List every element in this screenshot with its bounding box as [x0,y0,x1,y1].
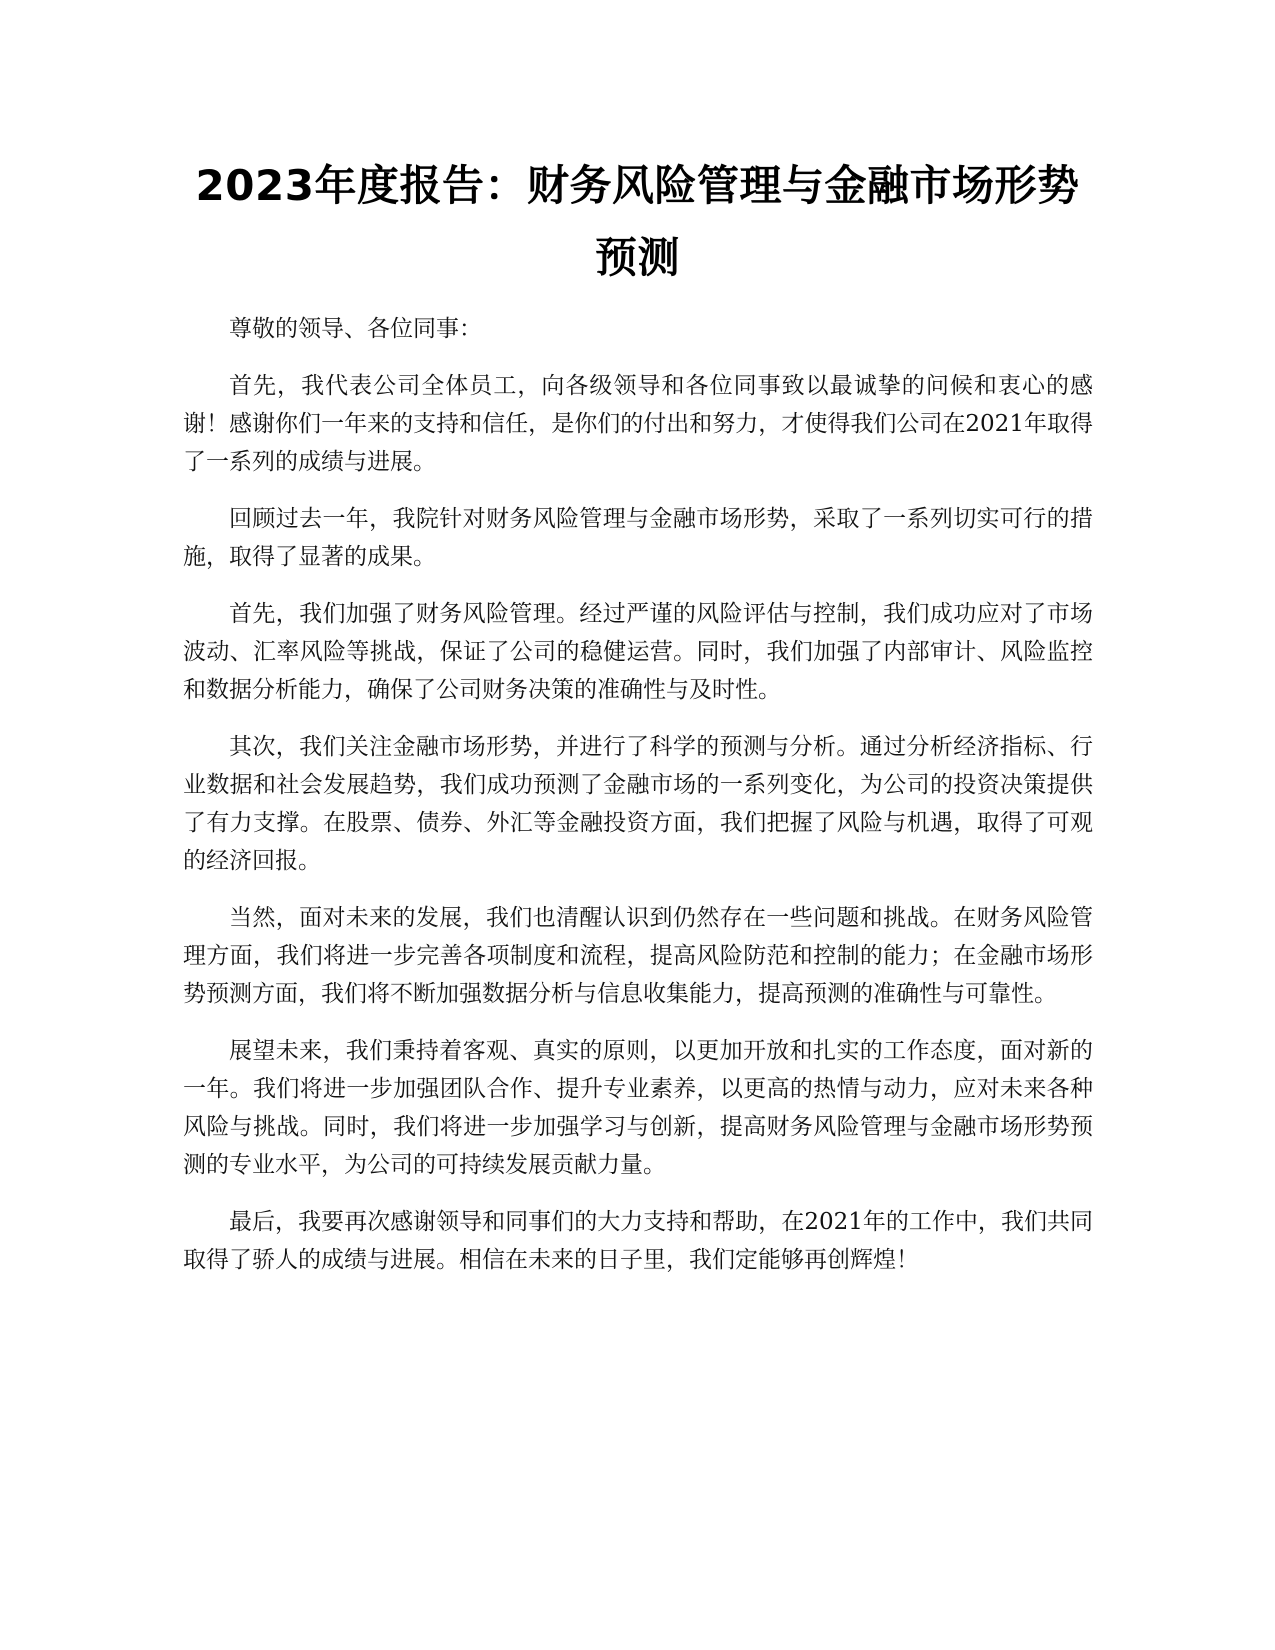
document-title: 2023年度报告：财务风险管理与金融市场形势预测 [195,161,1080,282]
paragraph: 回顾过去一年，我院针对财务风险管理与金融市场形势，采取了一系列切实可行的措施，取得了显著的成果。 [183,506,1093,570]
paragraph: 首先，我代表公司全体员工，向各级领导和各位同事致以最诚挚的问候和衷心的感谢！感谢你们一年来的支持和信任，是你们的付出和努力，才使得我们公司在2021年取得了一系列的成绩与进展。 [183,373,1093,475]
document-body [183,310,1093,1298]
paragraph: 当然，面对未来的发展，我们也清醒认识到仍然存在一些问题和挑战。在财务风险管理方面，我们将进一步完善各项制度和流程，提高风险防范和控制的能力；在金融市场形势预测方面，我们将不断加强数据分析与信息收集能力，提高预测的准确性与可靠性。 [183,905,1093,1007]
paragraph: 首先，我们加强了财务风险管理。经过严谨的风险评估与控制，我们成功应对了市场波动、汇率风险等挑战，保证了公司的稳健运营。同时，我们加强了内部审计、风险监控和数据分析能力，确保了公司财务决策的准确性与及时性。 [183,601,1093,703]
paragraph: 其次，我们关注金融市场形势，并进行了科学的预测与分析。通过分析经济指标、行业数据和社会发展趋势，我们成功预测了金融市场的一系列变化，为公司的投资决策提供了有力支撑。在股票、债券、外汇等金融投资方面，我们把握了风险与机遇，取得了可观的经济回报。 [183,734,1093,874]
salutation: 尊敬的领导、各位同事： [229,316,482,342]
closing-paragraph: 最后，我要再次感谢领导和同事们的大力支持和帮助，在2021年的工作中，我们共同取得了骄人的成绩与进展。相信在未来的日子里，我们定能够再创辉煌！ [183,1209,1093,1273]
paragraph: 展望未来，我们秉持着客观、真实的原则，以更加开放和扎实的工作态度，面对新的一年。我们将进一步加强团队合作、提升专业素养，以更高的热情与动力，应对未来各种风险与挑战。同时，我们将进一步加强学习与创新，提高财务风险管理与金融市场形势预测的专业水平，为公司的可持续发展贡献力量。 [183,1038,1093,1178]
